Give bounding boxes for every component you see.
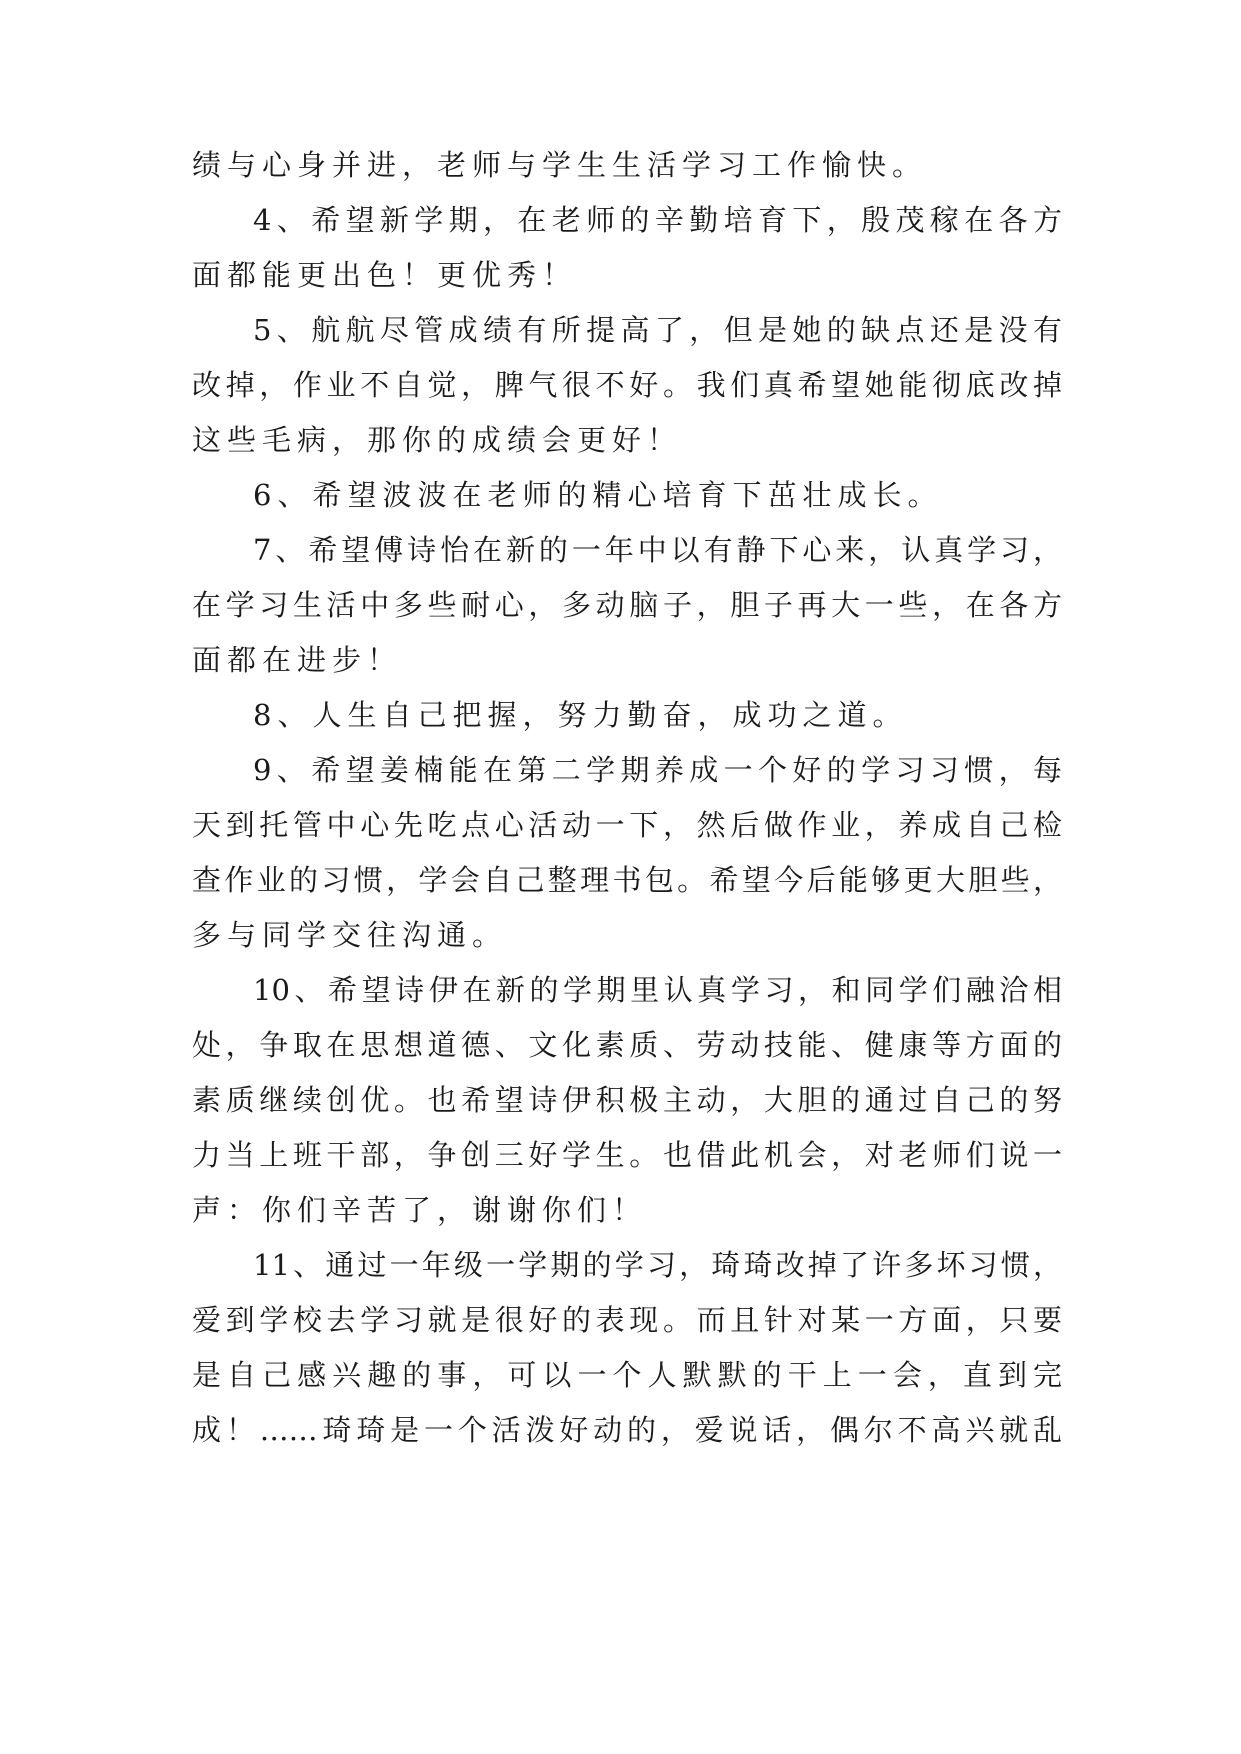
text-line: 这些毛病，那你的成绩会更好！ <box>192 423 683 457</box>
text-line: 成！……琦琦是一个活泼好动的，爱说话，偶尔不高兴就乱 <box>192 1413 1062 1447</box>
text-line: 11、通过一年级一学期的学习，琦琦改掉了许多坏习惯， <box>253 1248 1062 1282</box>
text-line: 素质继续创优。也希望诗伊积极主动，大胆的通过自己的努 <box>192 1083 1062 1117</box>
text-line: 在学习生活中多些耐心，多动脑子，胆子再大一些，在各方 <box>192 588 1062 622</box>
text-line: 面都在进步！ <box>192 643 403 677</box>
text-line: 5、航航尽管成绩有所提高了，但是她的缺点还是没有 <box>253 313 1062 347</box>
text-line: 9、希望姜楠能在第二学期养成一个好的学习习惯，每 <box>253 753 1062 787</box>
text-line: 多与同学交往沟通。 <box>192 918 508 952</box>
text-line: 声：你们辛苦了，谢谢你们！ <box>192 1193 648 1227</box>
text-line: 6、希望波波在老师的精心培育下茁壮成长。 <box>253 478 943 512</box>
text-line: 爱到学校去学习就是很好的表现。而且针对某一方面，只要 <box>192 1303 1062 1337</box>
text-line: 10、希望诗伊在新的学期里认真学习，和同学们融洽相 <box>253 973 1062 1007</box>
text-line: 4、希望新学期，在老师的辛勤培育下，殷茂稼在各方 <box>253 203 1062 237</box>
text-line: 改掉，作业不自觉，脾气很不好。我们真希望她能彻底改掉 <box>192 368 1062 402</box>
text-line: 查作业的习惯，学会自己整理书包。希望今后能够更大胆些， <box>192 863 1062 897</box>
text-line: 7、希望傅诗怡在新的一年中以有静下心来，认真学习， <box>253 533 1062 567</box>
text-line: 绩与心身并进，老师与学生生活学习工作愉快。 <box>192 148 928 182</box>
text-line: 天到托管中心先吃点心活动一下，然后做作业，养成自己检 <box>192 808 1062 842</box>
text-line: 8、人生自己把握，努力勤奋，成功之道。 <box>253 698 908 732</box>
text-line: 处，争取在思想道德、文化素质、劳动技能、健康等方面的 <box>192 1028 1062 1062</box>
text-line: 力当上班干部，争创三好学生。也借此机会，对老师们说一 <box>192 1138 1062 1172</box>
text-line: 是自己感兴趣的事，可以一个人默默的干上一会，直到完 <box>192 1358 1062 1392</box>
text-line: 面都能更出色！更优秀！ <box>192 258 578 292</box>
